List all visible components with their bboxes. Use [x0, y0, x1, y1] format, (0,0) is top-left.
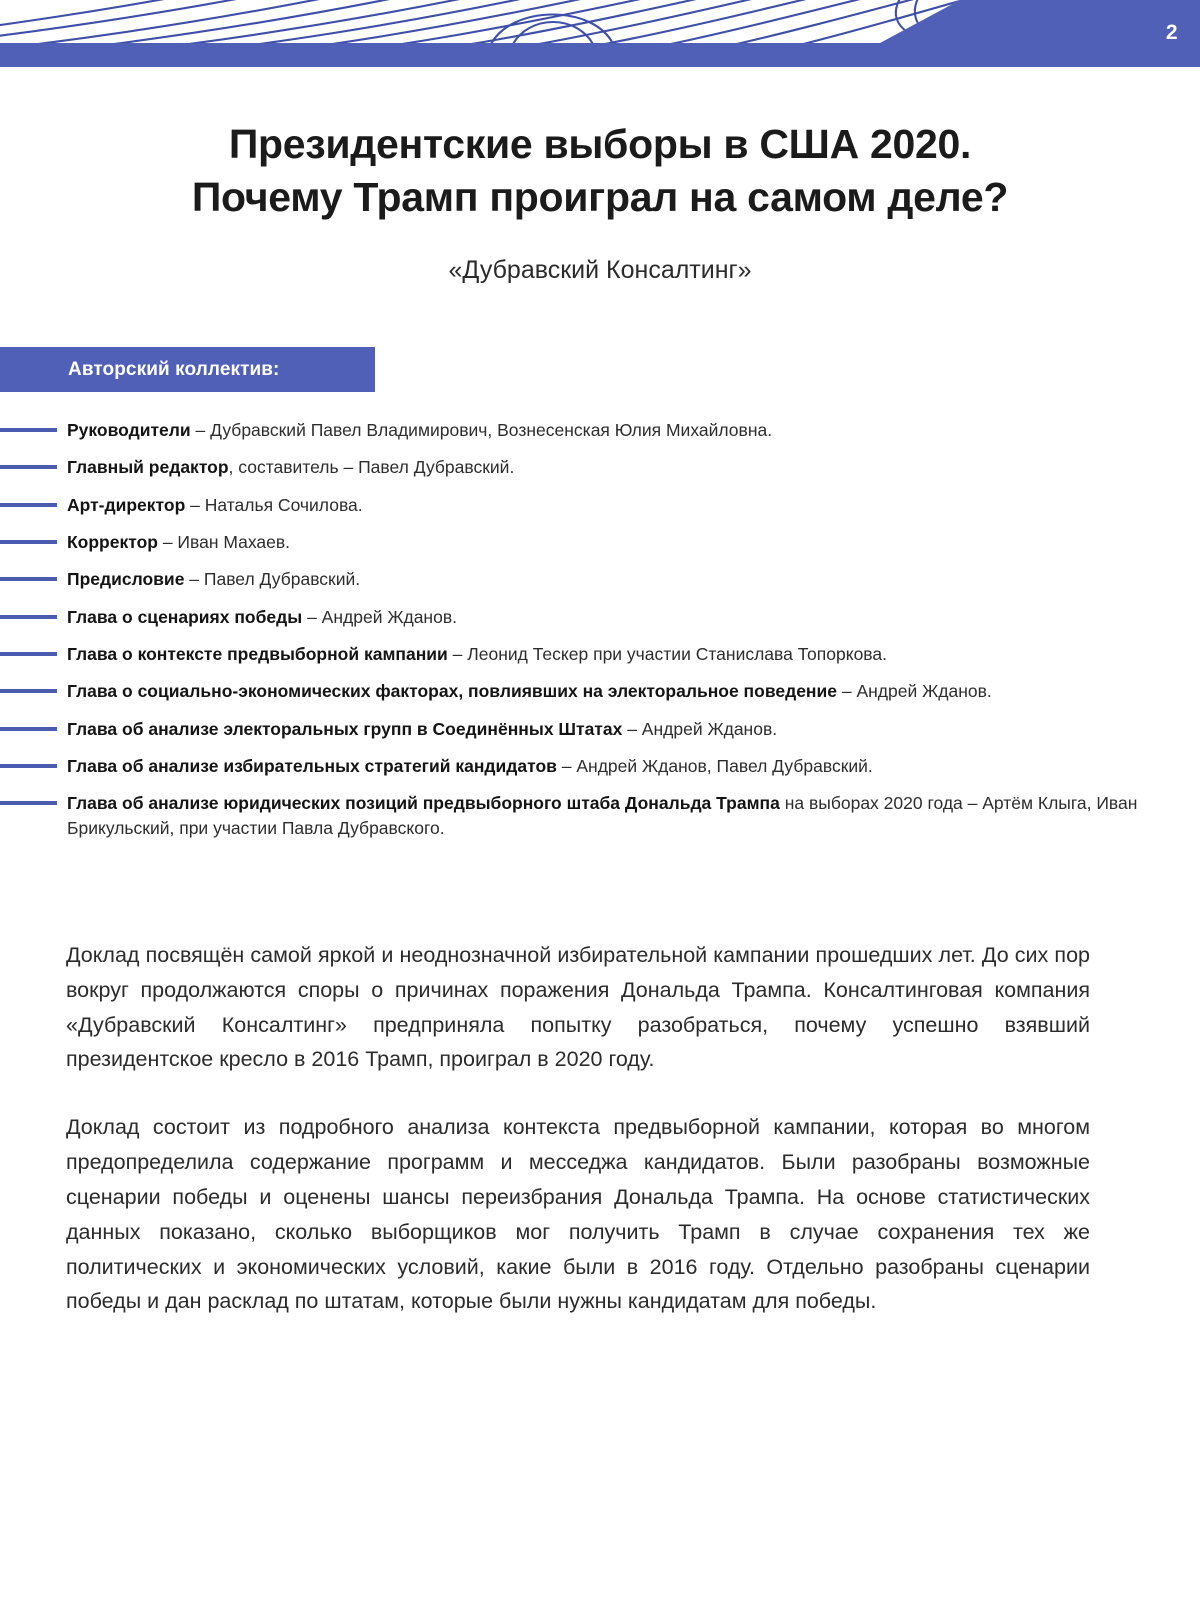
dash-bullet-icon	[0, 727, 57, 731]
page-title-line-1: Президентские выборы в США 2020.	[228, 121, 972, 167]
author-names-text: – Андрей Жданов.	[836, 681, 992, 702]
author-role-label: Главный редактор	[67, 457, 229, 478]
body-paragraph: Доклад состоит из подробного анализа контекста предвыборной кампании, которая во многом предопределила содержание программ и месседжа кандидатов. Были разобраны возможные сценарии победы и оценены шансы переизбрания Дональда Трампа. На основе статистических данных показано, сколько выборщиков мог получить Трамп в случае сохранения тех же политических и экономических условий, какие были в 2016 году. Отдельно разобраны сценарии победы и дан расклад по штатам, которые были нужны кандидатам для победы.	[66, 1115, 1090, 1314]
author-names-text: – Андрей Жданов.	[622, 718, 778, 739]
page-title	[60, 118, 1140, 225]
dash-bullet-icon	[0, 801, 57, 805]
author-names-text: , составитель – Павел Дубравский.	[228, 457, 515, 478]
author-list-item	[0, 791, 1140, 841]
page-header-band	[0, 0, 1200, 67]
author-names-text: – Иван Махаев.	[157, 532, 291, 553]
body-copy	[66, 938, 1090, 1319]
author-list-item	[0, 679, 1140, 704]
author-names-text: – Наталья Сочилова.	[185, 494, 363, 515]
dash-bullet-icon	[0, 764, 57, 768]
author-role-label: Корректор	[67, 532, 158, 553]
page-title-line-2: Почему Трамп проиграл на самом деле?	[191, 174, 1009, 221]
author-names-text: – Дубравский Павел Владимирович, Вознесенская Юлия Михайловна.	[190, 420, 773, 440]
authors-section-badge	[0, 347, 375, 392]
author-list-item	[0, 455, 1140, 480]
dash-bullet-icon	[0, 689, 57, 693]
body-paragraph: Доклад посвящён самой яркой и неоднозначной избирательной кампании прошедших лет. До сих пор вокруг продолжаются споры о причинах поражения Дональда Трампа. Консалтинговая компания «Дубравский Консалтинг» предприняла попытку разобраться, почему успешно взявший президентское кресло в 2016 Трамп, проиграл в 2020 году.	[66, 943, 1090, 1072]
authors-list	[0, 418, 1140, 854]
author-list-item	[0, 493, 1140, 518]
author-role-label: Арт-директор	[67, 494, 186, 515]
author-role-label: Руководители	[67, 420, 191, 440]
author-list-item	[0, 717, 1140, 742]
author-list-item	[0, 754, 1140, 779]
dash-bullet-icon	[0, 540, 57, 544]
author-names-text: на выборах 2020 года – Артём Клыга, Иван Брикульский, при участии Павла Дубравского.	[67, 793, 1138, 839]
page-subtitle: «Дубравский Консалтинг»	[448, 255, 752, 284]
dash-bullet-icon	[0, 503, 57, 507]
author-names-text: – Андрей Жданов.	[302, 606, 457, 627]
author-list-item	[0, 530, 1140, 555]
dash-bullet-icon	[0, 615, 57, 619]
author-names-text: – Леонид Тескер при участии Станислава Топоркова.	[447, 644, 888, 665]
author-list-item	[0, 642, 1140, 667]
author-role-label: Глава об анализе юридических позиций предвыборного штаба Дональда Трампа	[67, 793, 780, 814]
author-role-label: Глава о контексте предвыборной кампании	[67, 644, 448, 665]
page-number: 2	[1165, 21, 1178, 44]
author-list-item	[0, 605, 1140, 630]
authors-badge-label: Авторский коллектив:	[68, 358, 280, 380]
author-role-label: Глава об анализе электоральных групп в Соединённых Штатах	[67, 718, 623, 739]
author-list-item	[0, 418, 1140, 443]
header-wave-graphic	[0, 0, 1200, 67]
author-names-text: – Андрей Жданов, Павел Дубравский.	[556, 756, 873, 777]
author-names-text: – Павел Дубравский.	[184, 569, 361, 590]
dash-bullet-icon	[0, 428, 57, 432]
dash-bullet-icon	[0, 465, 57, 469]
author-role-label: Глава об анализе избирательных стратегий кандидатов	[67, 756, 557, 777]
author-list-item	[0, 567, 1140, 592]
dash-bullet-icon	[0, 652, 57, 656]
author-role-label: Глава о сценариях победы	[67, 606, 303, 627]
dash-bullet-icon	[0, 577, 57, 581]
author-role-label: Глава о социально-экономических факторах, повлиявших на электоральное поведение	[67, 681, 837, 702]
title-block	[60, 118, 1140, 285]
author-role-label: Предисловие	[67, 569, 185, 590]
